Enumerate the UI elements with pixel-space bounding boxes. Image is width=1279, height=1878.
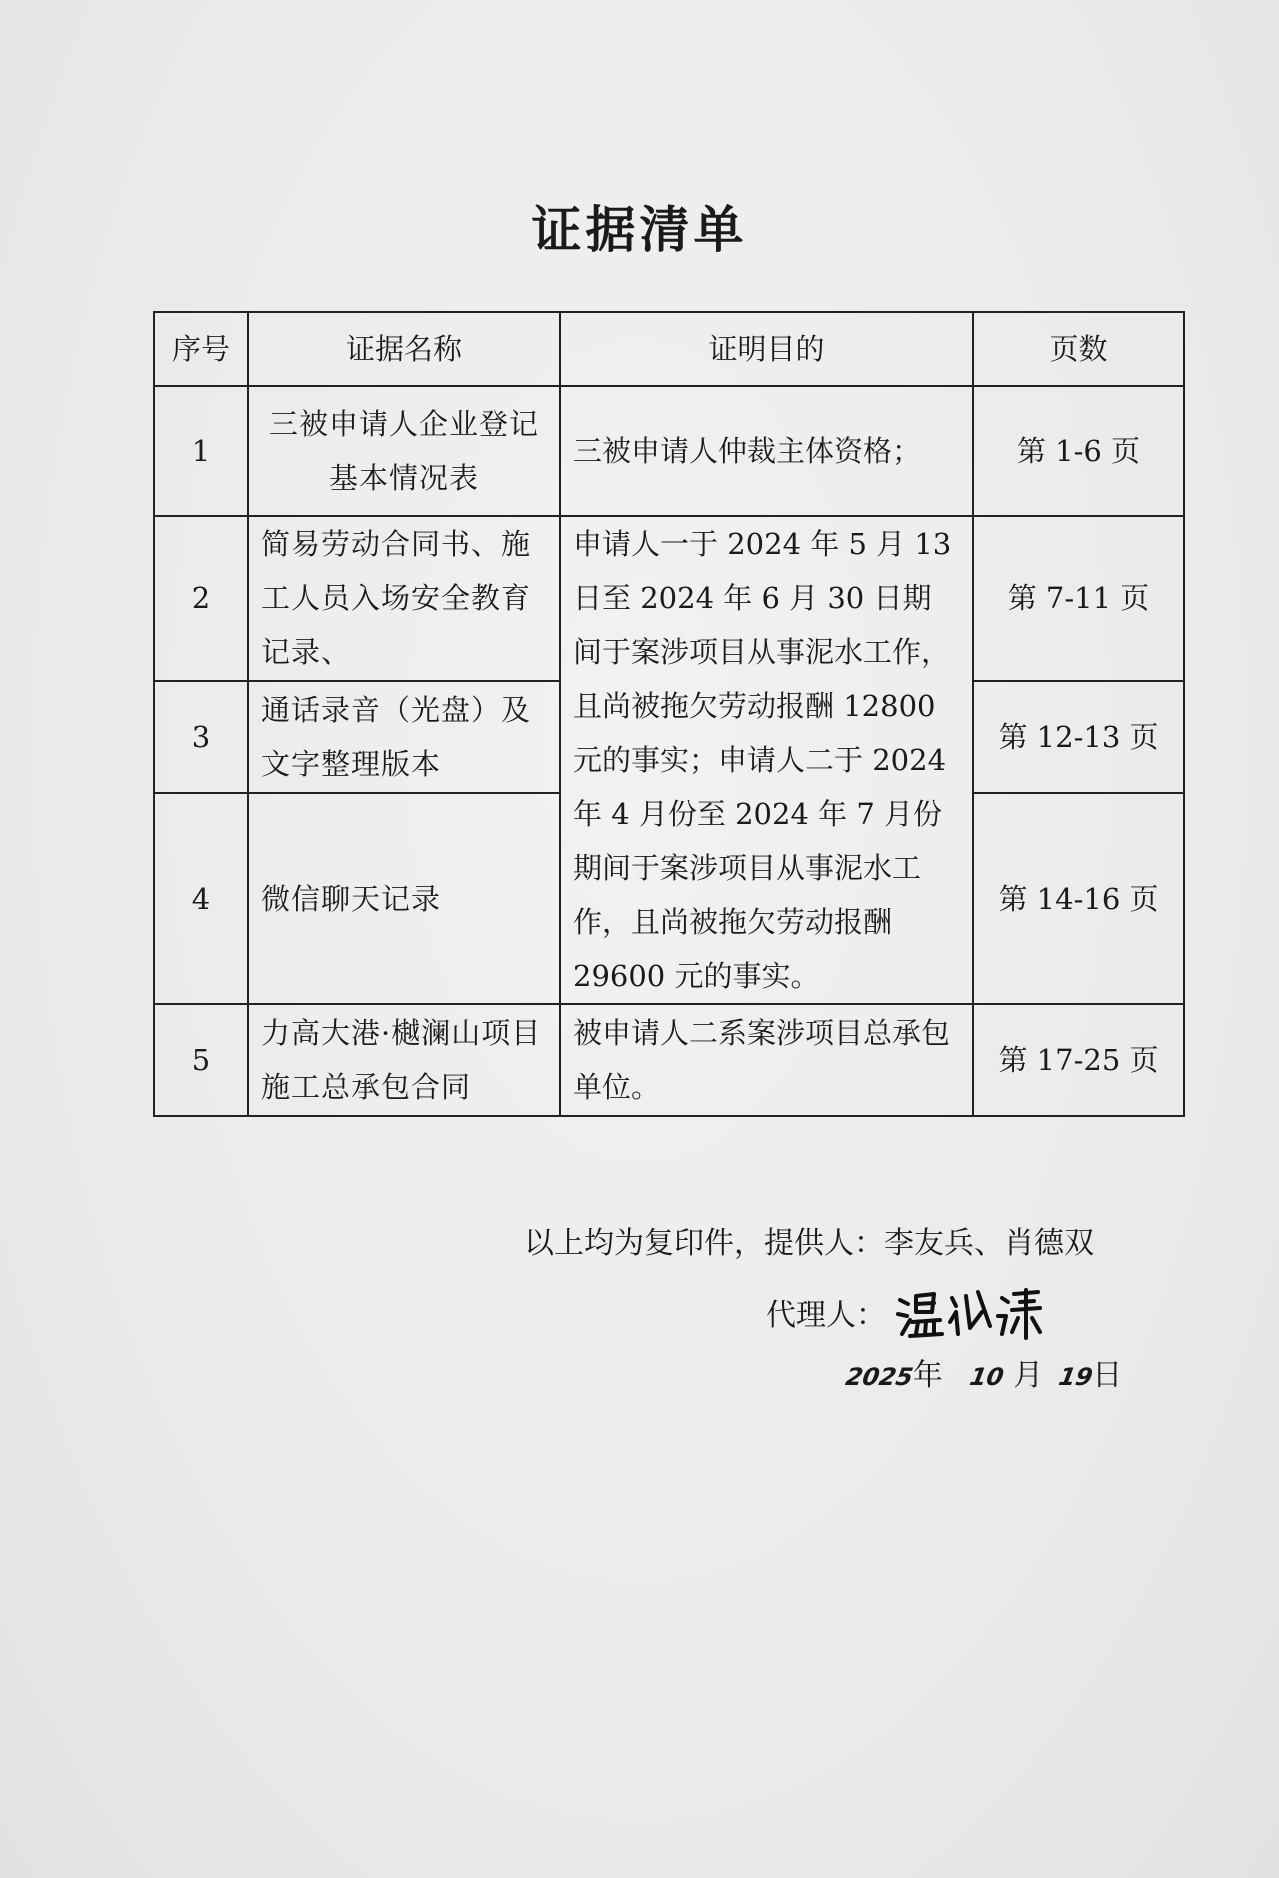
table-row: [154, 386, 1184, 516]
row-name: 力高大港·樾澜山项目施工总承包合同: [248, 1004, 560, 1116]
signature-date: [843, 1350, 1123, 1394]
row-pages: 第 12-13 页: [973, 681, 1184, 793]
row-num: 1: [154, 386, 248, 516]
agent-label: 代理人：: [766, 1298, 886, 1333]
header-purpose: 证明目的: [560, 312, 973, 386]
row-num: 5: [154, 1004, 248, 1116]
row-pages: 第 7-11 页: [973, 516, 1184, 681]
row-num: 4: [154, 793, 248, 1004]
row-name: 三被申请人企业登记基本情况表: [248, 386, 560, 516]
date-month-label: 月: [1013, 1358, 1044, 1393]
page-title: 证据清单: [531, 201, 748, 259]
table-row: [154, 516, 1184, 681]
agent-signature: [894, 1282, 1044, 1342]
date-year: 2025: [843, 1363, 916, 1391]
row-name: 微信聊天记录: [248, 793, 560, 1004]
shared-purpose: 申请人一于 2024 年 5 月 13 日至 2024 年 6 月 30 日期间于案涉项目从事泥水工作，且尚被拖欠劳动报酬 12800 元的事实；申请人二于 2024 年 4 月份至 2024 年 7 月份期间于案涉项目从事泥水工作，且尚被拖欠劳动报酬 29600 元的事实。: [560, 516, 973, 1004]
row-num: 3: [154, 681, 248, 793]
row-purpose: 被申请人二系案涉项目总承包单位。: [560, 1004, 973, 1116]
header-name: 证据名称: [248, 312, 560, 386]
date-day: 19: [1056, 1363, 1095, 1391]
row-pages: 第 17-25 页: [973, 1004, 1184, 1116]
row-name: 通话录音（光盘）及文字整理版本: [248, 681, 560, 793]
date-day-label: 日: [1092, 1358, 1123, 1393]
date-year-label: 年: [912, 1358, 943, 1393]
header-pages: 页数: [973, 312, 1184, 386]
row-name: 简易劳动合同书、施工人员入场安全教育记录、: [248, 516, 560, 681]
row-pages: 第 1-6 页: [973, 386, 1184, 516]
row-pages: 第 14-16 页: [973, 793, 1184, 1004]
copy-note: 以上均为复印件，提供人：李友兵、肖德双: [524, 1226, 1094, 1261]
row-purpose: 三被申请人仲裁主体资格；: [560, 386, 973, 516]
table-row: [154, 1004, 1184, 1116]
evidence-table: [153, 311, 1185, 1117]
agent-line: [766, 1290, 886, 1334]
header-num: 序号: [154, 312, 248, 386]
table-header-row: [154, 312, 1184, 386]
row-num: 2: [154, 516, 248, 681]
date-month: 10: [967, 1363, 1007, 1391]
